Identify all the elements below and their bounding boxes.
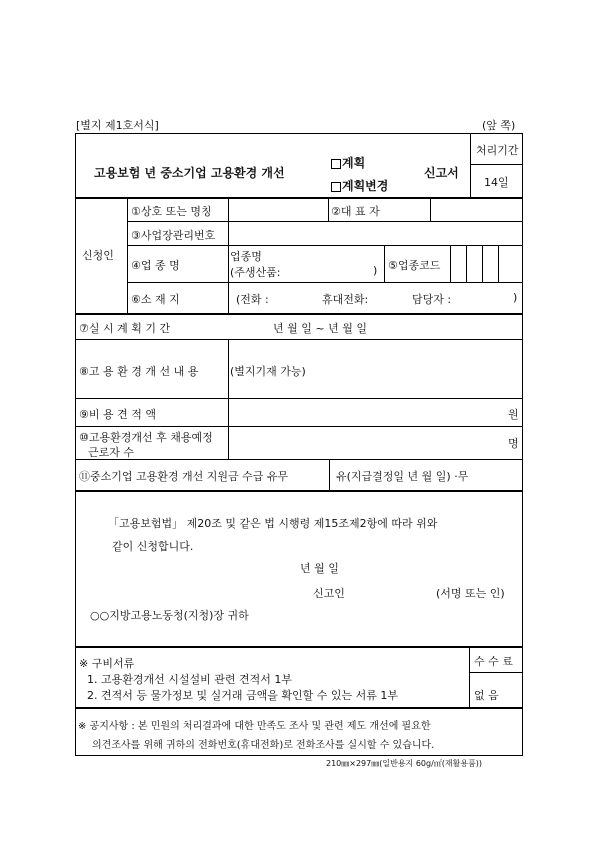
company-name-label: ①상호 또는 명칭 xyxy=(131,205,212,218)
recipient: ○○지방고용노동청(지청)장 귀하 xyxy=(90,609,249,622)
plan-change-option[interactable]: 계획변경 xyxy=(331,177,388,194)
address-label: ⑥소 재 지 xyxy=(131,293,180,306)
processing-period-value: 14일 xyxy=(484,176,509,189)
fee-value: 없 음 xyxy=(474,689,499,702)
paper-spec: 210㎜×297㎜(일반용지 60g/㎡(재활용품)) xyxy=(326,759,483,768)
industry-code-field[interactable] xyxy=(451,247,522,281)
main-product-close: ) xyxy=(373,264,378,277)
required-document-item: 1. 고용환경개선 시설설비 관련 견적서 1부 xyxy=(87,673,292,686)
notice-text-line2: 의견조사를 위해 귀하의 전화번호(휴대전화)로 전화조사를 실시할 수 있습니다. xyxy=(92,740,435,751)
cost-unit: 원 xyxy=(508,408,519,421)
workplace-number-field[interactable] xyxy=(230,223,522,244)
cost-label: ⑨비 용 견 적 액 xyxy=(79,408,156,421)
subsidy-label: ⑪중소기업 고용환경 개선 지원금 수급 유무 xyxy=(79,470,289,483)
period-value[interactable]: 년 월 일 ~ 년 월 일 xyxy=(273,322,367,335)
declaration-text-line2: 같이 신청합니다. xyxy=(112,540,194,553)
signer-label: 신고인 xyxy=(313,587,345,600)
industry-code-label: ⑤업종코드 xyxy=(388,259,441,272)
company-name-field[interactable] xyxy=(230,200,327,220)
subsidy-field[interactable]: 유(지급결정일 년 월 일) ·무 xyxy=(336,470,469,483)
declaration-date[interactable]: 년 월 일 xyxy=(300,562,339,575)
hiring-unit: 명 xyxy=(508,437,519,450)
representative-label: ②대 표 자 xyxy=(331,205,380,218)
improvement-field[interactable]: (별지기재 가능) xyxy=(230,365,306,378)
representative-field[interactable] xyxy=(432,200,522,220)
manager-close: ) xyxy=(513,291,518,304)
page-side-label: (앞 쪽) xyxy=(482,119,516,132)
form-title-suffix: 신고서 xyxy=(424,166,459,180)
phone-label: (전화 : xyxy=(236,293,269,306)
hiring-label-line2: 근로자 수 xyxy=(88,446,135,459)
hiring-label: ⑩고용환경개선 후 채용예정 xyxy=(79,431,213,444)
plan-option[interactable]: 계획 xyxy=(331,154,365,171)
signature-hint[interactable]: (서명 또는 인) xyxy=(436,587,505,600)
industry-label: ④업 종 명 xyxy=(131,259,180,272)
manager-label: 담당자 : xyxy=(412,293,452,306)
improvement-label: ⑧고 용 환 경 개 선 내 용 xyxy=(79,365,199,378)
period-label: ⑦실 시 계 획 기 간 xyxy=(79,322,171,335)
form-number-label: [별지 제1호서식] xyxy=(76,119,159,132)
checkbox-plan[interactable] xyxy=(331,159,341,169)
fee-label: 수 수 료 xyxy=(474,655,513,668)
notice-text: ※ 공지사항 : 본 민원의 처리결과에 대한 만족도 조사 및 관련 제도 개선에 필요한 xyxy=(78,721,431,732)
checkbox-plan-change[interactable] xyxy=(331,182,341,192)
form-title: 고용보험 년 중소기업 고용환경 개선 xyxy=(94,166,285,180)
industry-field-label: 업종명 xyxy=(230,250,262,263)
mobile-label: 휴대전화: xyxy=(322,293,369,306)
declaration-text: 「고용보험법」 제20조 및 같은 법 시행령 제15조제2항에 따라 위와 xyxy=(108,517,438,530)
required-documents-title: ※ 구비서류 xyxy=(79,657,135,670)
main-product-label: (주생산품: xyxy=(230,266,281,279)
workplace-number-label: ③사업장관리번호 xyxy=(131,229,216,242)
required-document-item: 2. 견적서 등 물가정보 및 실거래 금액을 확인할 수 있는 서류 1부 xyxy=(87,689,398,702)
processing-period-label: 처리기간 xyxy=(476,144,519,157)
applicant-section-label: 신청인 xyxy=(82,249,114,262)
